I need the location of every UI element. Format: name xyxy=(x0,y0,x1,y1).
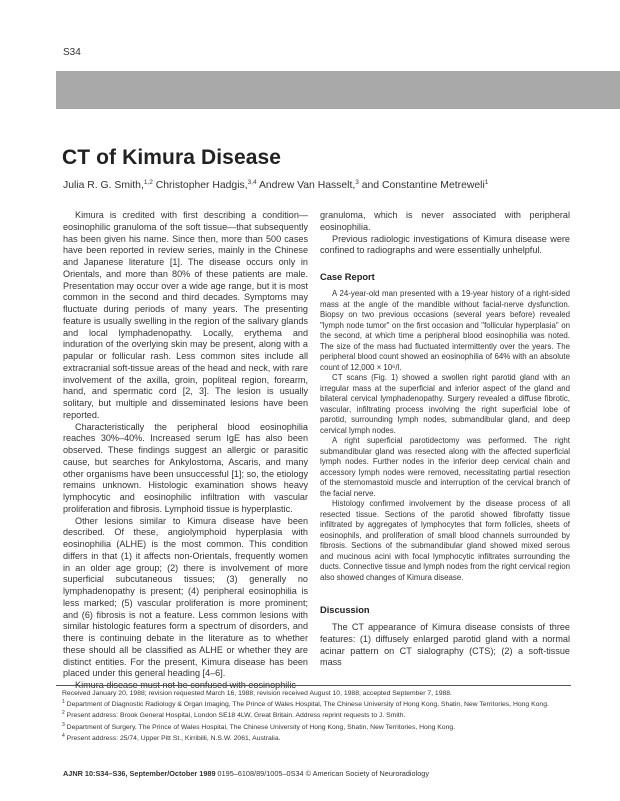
footnote-number: 2 xyxy=(62,710,65,717)
journal-name: AJNR 10:S34–S36, September/October 1989 xyxy=(63,769,216,778)
case-paragraph: Histology confirmed involvement by the disease process of all resected tissue. Sections of the parotid showed fibrofatty tissue infiltrated by aggregates of lymphocytes that form follicles, sheets of eosinophils, and proliferation of small blood channels surrounded by fibrosis. Sections of the submandibular gland showed mixed serous and mucinous acini with focal lymphocytic infiltrates surrounding the ducts. Connective tissue and lymph nodes from the right cervical region also showed changes of Kimura disease. xyxy=(320,499,570,582)
author-affiliation: 1 xyxy=(484,179,489,186)
footnotes xyxy=(56,685,571,743)
page-number: S34 xyxy=(63,47,81,58)
article-title: CT of Kimura Disease xyxy=(62,146,282,169)
author-name: and Constantine Metreweli xyxy=(358,180,485,191)
section-heading-discussion: Discussion xyxy=(320,605,370,615)
author-affiliation: 3,4 xyxy=(247,179,257,186)
journal-details: 0195–6108/89/1005–0S34 © American Society of Neuroradiology xyxy=(215,769,429,778)
footnote-text: Department of Diagnostic Radiology & Organ Imaging, The Prince of Wales Hospital, The Chinese University of Hong Kong, Shatin, New Territories, Hong Kong. xyxy=(64,701,549,709)
footnote-text: Department of Surgery, The Prince of Wales Hospital, The Chinese University of Hong Kong, Shatin, New Territories, Hong Kong. xyxy=(64,723,456,731)
footnote-number: 1 xyxy=(62,699,65,706)
left-column xyxy=(63,210,308,692)
section-heading-case-report: Case Report xyxy=(320,272,375,282)
header-band xyxy=(56,71,620,109)
author-name: Julia R. G. Smith, xyxy=(63,180,144,191)
author-affiliation: 1,2 xyxy=(143,179,153,186)
footnote-received: Received January 20, 1988; revision requested March 16, 1988; revision received August 10, 1988; accepted September 7, 1988. xyxy=(62,690,452,697)
footnote-text: Present address: Brook General Hospital, London SE18 4LW, Great Britain. Address reprint requests to J. Smith. xyxy=(64,712,406,720)
body-paragraph: Characteristically the peripheral blood eosinophilia reaches 30%–40%. Increased serum IgE has also been observed. These findings suggest an allergic or parasitic cause, but searches for Ankylostoma, Ascaris, and many other organisms have been unsuccessful [1]; so, the etiology remains unknown. Histologic examination shows heavy lymphocytic and eosinophilic infiltration with vascular proliferation and fibrosis. Lymphoid tissue is hyperplastic. xyxy=(63,421,308,514)
body-paragraph: The CT appearance of Kimura disease consists of three features: (1) diffusely enlarged parotid gland with a normal acinar pattern on CT sialography (CTS); (2) a soft-tissue mass xyxy=(320,622,570,668)
case-paragraph: A 24-year-old man presented with a 19-year history of a right-sided mass at the angle of the mandible without facial-nerve dysfunction. Biopsy on two previous occasions (several years before) revealed "lymph node tumor" on the first occasion and "follicular hyperplasia" on the second, at which time a peripheral blood eosinophilia was noted. The size of the mass had fluctuated intermittently over the years. The peripheral blood count showed an eosinophilia of 64% with an absolute count of 12,000 × 10⁶/l. xyxy=(320,289,570,372)
journal-citation xyxy=(63,769,429,778)
footnote-number: 3 xyxy=(62,721,65,728)
footnote-item xyxy=(56,732,571,743)
author-name: Christopher Hadgis, xyxy=(152,180,248,191)
footnote-item xyxy=(56,709,571,720)
right-column xyxy=(320,210,570,669)
footnote-text: Present address: 25/74, Upper Pitt St., Kirribilli, N.S.W. 2061, Australia. xyxy=(64,734,281,742)
body-paragraph: Previous radiologic investigations of Kimura disease were confined to radiographs and were essentially unhelpful. xyxy=(320,233,570,256)
footnote-number: 4 xyxy=(62,732,65,739)
author-name: Andrew Van Hasselt, xyxy=(256,180,356,191)
body-paragraph: Kimura disease must not be confused with eosinophilic xyxy=(75,680,296,690)
footnote-item xyxy=(56,721,571,732)
case-paragraph: CT scans (Fig. 1) showed a swollen right parotid gland with an irregular mass at the superficial and inferior aspect of the gland and bilateral cervical lymphadenopathy. Surgery revealed a diffuse fibrotic, vascular, infiltrating process involving the right superficial lobe of parotid, surrounding lymph nodes, submandibular gland, and deep cervical lymph nodes. xyxy=(320,373,570,435)
body-paragraph: Other lesions similar to Kimura disease have been described. Of these, angiolymphoid hyperplasia with eosinophilia (ALHE) is the most common. This condition differs in that (1) it affects non-Orientals, frequently women in an older age group; (2) there is involvement of more superficial subcutaneous tissues; (3) generally no lymphadenopathy is present; (4) peripheral eosinophilia is less marked; (5) vascular proliferation is more prominent; and (6) fibrosis is not a feature. Less common lesions with similar histologic features form a spectrum of disorders, and there is continuing debate in the literature as to whether these should all be classified as ALHE or whether they are distinct entities. For the present, Kimura disease has been placed under this general heading [4–6]. xyxy=(63,515,308,679)
author-affiliation: 3 xyxy=(355,179,359,186)
footnote-item xyxy=(56,698,571,709)
body-paragraph: Kimura is credited with first describing a condition—eosinophilic granuloma of the soft tissue—that subsequently has been given his name. Since then, more than 500 cases have been reported in review series, mainly in the Chinese and Japanese literature [1]. The disease occurs only in Orientals, and more than 80% of these patients are male. Presentation may occur over a wide age range, but it is most common in the second and third decades. Symptoms may fluctuate during periods of many years. The presenting feature is usually swelling in the region of the salivary glands and local lymphadenopathy. Locally, erythema and induration of the overlying skin may be present, along with a papular or follicular rash. Less common sites include all extracranial soft-tissue areas of the head and neck, with rare involvement of the axilla, groin, popliteal region, forearm, hand, and spermatic cord [2, 3]. The lesion is usually solitary, but multiple and disseminated lesions have been reported. xyxy=(63,210,308,420)
body-paragraph: granuloma, which is never associated with peripheral eosinophilia. xyxy=(320,210,570,232)
author-list xyxy=(63,179,488,191)
case-paragraph: A right superficial parotidectomy was performed. The right submandibular gland was resected along with the affected superficial lymph nodes. Further nodes in the inferior deep cervical chain and accessory lymph nodes were removed, necessitating partial resection of the sternomastoid muscle and interruption of the cervical branch of the facial nerve. xyxy=(320,436,570,498)
